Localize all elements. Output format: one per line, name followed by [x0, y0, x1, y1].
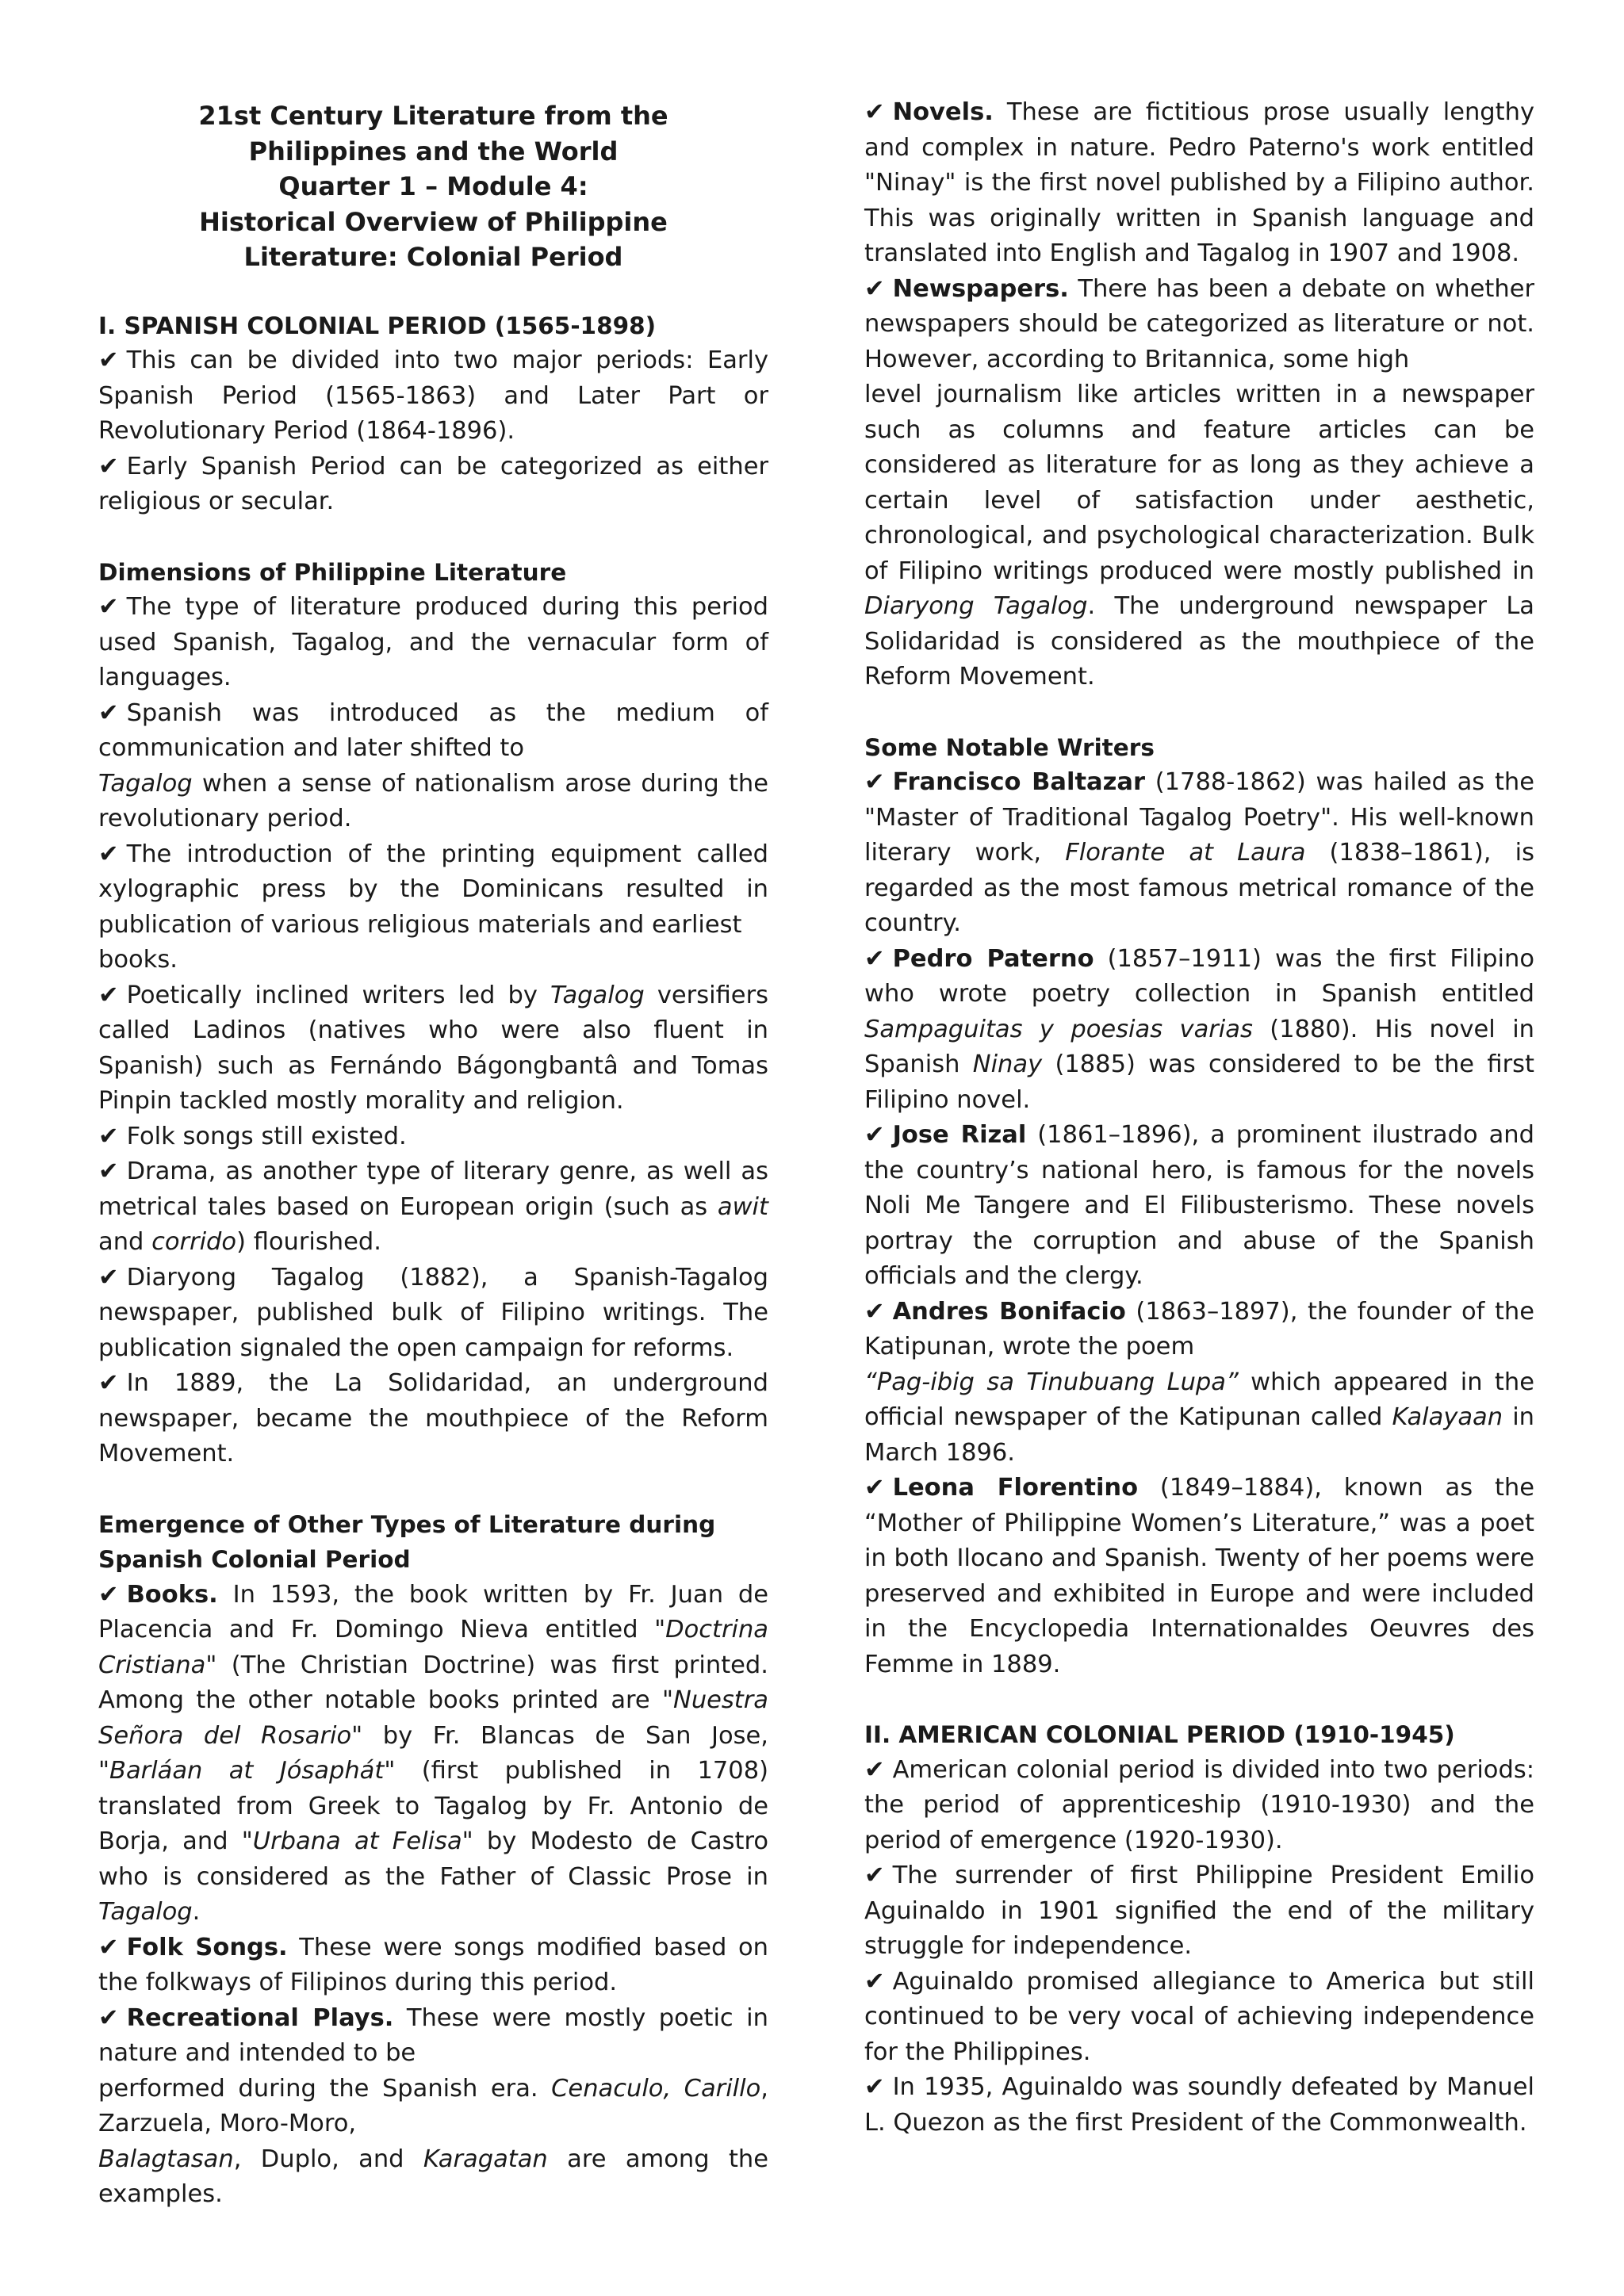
item-label: Novels. — [892, 98, 994, 126]
check-icon: ✔ — [98, 698, 119, 727]
title-line: Philippines and the World — [248, 136, 619, 166]
list-item-continuation — [864, 1365, 1534, 1471]
check-icon: ✔ — [98, 1263, 119, 1292]
italic-term: "Barláan at Jósaphát — [98, 1757, 385, 1785]
italic-term: Kalayaan — [1392, 1403, 1503, 1431]
writer-name: Jose Rizal — [892, 1121, 1027, 1149]
item-text: (1885) was considered to be the first Filipino novel. — [864, 1050, 1534, 1114]
list-item-continuation — [864, 377, 1534, 695]
list-item — [864, 2070, 1534, 2141]
item-text: Spanish was introduced as the medium of communication and later shifted to — [98, 698, 768, 762]
item-text: There has been a debate on whether newspapers should be categorized as literature or not. However, according to Britannica, some high — [864, 274, 1534, 373]
italic-term: Florante at Laura — [1065, 839, 1306, 867]
check-icon: ✔ — [864, 98, 885, 126]
item-text: The introduction of the printing equipment called xylographic press by the Dominicans resulted in publication of various religious materials and earliest — [98, 840, 768, 939]
list-item — [98, 1261, 768, 1367]
writer-name: Pedro Paterno — [892, 944, 1094, 973]
check-icon: ✔ — [98, 1933, 119, 1961]
item-label: Recreational Plays. — [126, 2003, 394, 2032]
item-text: are among the examples. — [98, 2145, 768, 2208]
item-text: Poetically inclined writers led by — [126, 981, 551, 1009]
italic-term: awit — [717, 1192, 768, 1221]
list-item-writer — [864, 942, 1534, 1119]
item-text: performed during the Spanish era. — [98, 2074, 552, 2103]
italic-term: "Doctrina Cristiana — [98, 1616, 768, 1679]
list-item-continuation — [98, 2142, 768, 2213]
item-text: These are fictitious prose usually lengthy and complex in nature. Pedro Paterno's work entitled "Ninay" is the first novel published by a Filipino author. This was originally written in Spanish language and translated into English and Tagalog in 1907 and 1908. — [864, 98, 1534, 267]
italic-term: Sampaguitas y poesias varias — [864, 1015, 1253, 1043]
italic-term: "Urbana at Felisa — [241, 1827, 462, 1855]
check-icon: ✔ — [98, 981, 119, 1009]
list-item-writer — [864, 765, 1534, 942]
item-text: These were mostly poetic in nature and intended to be — [98, 2003, 768, 2067]
check-icon: ✔ — [864, 1755, 885, 1784]
italic-term: corrido — [151, 1228, 237, 1256]
item-text: The surrender of first Philippine President Emilio Aguinaldo in 1901 signified the end of the military struggle for independence. — [864, 1862, 1534, 1960]
list-item-books — [98, 1578, 768, 1931]
check-icon: ✔ — [98, 1158, 119, 1185]
list-item — [98, 1119, 768, 1155]
italic-term: Ninay — [972, 1050, 1043, 1078]
list-item — [98, 343, 768, 450]
list-item — [98, 1154, 768, 1261]
list-item-continuation: books. — [98, 946, 178, 974]
item-text: (1857–1911) was the first Filipino who wrote poetry collection in Spanish entitled — [864, 944, 1534, 1008]
list-item-writer — [864, 1471, 1534, 1682]
check-icon: ✔ — [864, 768, 885, 796]
item-text: In 1593, the book written by Fr. Juan de Placencia and Fr. Domingo Nieva entitled — [98, 1580, 768, 1644]
check-icon: ✔ — [864, 274, 885, 303]
item-text: level journalism like articles written in a newspaper such as columns and feature articles can be considered as literature for as long as they achieve a certain level of satisfaction under aesthetic, chronological, and psychological characterization. Bulk of Filipino writings produced were mostly published in — [864, 381, 1534, 585]
item-text: (1880). His novel in Spanish — [864, 1015, 1534, 1078]
list-item-recreational-plays — [98, 2001, 768, 2072]
title-line: 21st Century Literature from the — [198, 101, 668, 131]
item-text: which appeared in the official newspaper of the Katipunan called — [864, 1368, 1534, 1431]
item-text: This can be divided into two major periods: Early Spanish Period (1565-1863) and Later Part or Revolutionary Period (1864-1896). — [98, 346, 768, 445]
list-item — [864, 1753, 1534, 1859]
check-icon: ✔ — [98, 1369, 119, 1397]
list-item — [98, 978, 768, 1119]
item-text: and — [98, 1228, 152, 1256]
italic-term: Tagalog — [98, 1898, 193, 1926]
item-text: (1838–1861), is regarded as the most famous metrical romance of the country. — [864, 839, 1534, 937]
list-item-novels — [864, 95, 1534, 272]
section-heading-spanish: I. SPANISH COLONIAL PERIOD (1565-1898) — [98, 312, 657, 339]
item-text: In 1935, Aguinaldo was soundly defeated by Manuel L. Quezon as the first President of the Commonwealth. — [864, 2073, 1534, 2137]
item-text: in March 1896. — [864, 1403, 1535, 1467]
item-text: . — [192, 1898, 201, 1926]
right-column — [864, 95, 1534, 2141]
item-text: Diaryong Tagalog (1882), a Spanish-Tagalog newspaper, published bulk of Filipino writings. The publication signaled the open campaign for reforms. — [98, 1263, 768, 1362]
item-text: " by Modesto de Castro who is considered as the Father of Classic Prose in — [98, 1827, 768, 1891]
list-item-newspapers — [864, 272, 1534, 378]
title-line: Literature: Colonial Period — [243, 242, 623, 272]
left-column — [98, 94, 768, 2213]
check-icon: ✔ — [864, 2073, 885, 2101]
list-item — [98, 1366, 768, 1472]
title-line: Quarter 1 – Module 4: — [278, 171, 588, 201]
list-item-continuation — [98, 2072, 768, 2142]
check-icon: ✔ — [864, 944, 885, 973]
item-label: Folk Songs. — [126, 1933, 288, 1961]
check-icon: ✔ — [98, 452, 119, 480]
list-item — [98, 590, 768, 696]
item-text: ) flourished. — [236, 1228, 381, 1256]
list-item — [98, 696, 768, 767]
title-line: Historical Overview of Philippine — [199, 206, 668, 237]
section-heading-american: II. AMERICAN COLONIAL PERIOD (1910-1945) — [864, 1721, 1455, 1748]
italic-term: Cenaculo, Carillo — [551, 2074, 761, 2103]
check-icon: ✔ — [98, 346, 119, 374]
item-text: by Fr. Blancas de San Jose, — [362, 1721, 768, 1750]
check-icon: ✔ — [864, 1121, 885, 1149]
item-text: (1849–1884), known as the “Mother of Philippine Women’s Literature,” was a poet in both Ilocano and Spanish. Twenty of her poems were preserved and exhibited in Europe and were included in the Encyclopedia Internationaldes Oeuvres des Femme in 1889. — [864, 1474, 1535, 1678]
section-heading-emergence: Emergence of Other Types of Literature during Spanish Colonial Period — [98, 1510, 716, 1573]
check-icon: ✔ — [864, 1967, 885, 1996]
italic-term: Tagalog — [550, 981, 645, 1009]
writer-name: Leona Florentino — [892, 1474, 1139, 1502]
list-item-writer — [864, 1295, 1534, 1365]
check-icon: ✔ — [864, 1862, 885, 1889]
item-text: versifiers called Ladinos (natives who were also fluent in Spanish) such as Fernándo Bágongbantâ and Tomas Pinpin tackled mostly morality and religion. — [98, 981, 768, 1115]
item-text: (1788-1862) was hailed as the "Master of Traditional Tagalog Poetry". His well-known literary work, — [864, 768, 1534, 867]
item-text: The type of literature produced during this period used Spanish, Tagalog, and the vernacular form of languages. — [98, 593, 768, 691]
item-text: . The underground newspaper La Solidaridad is considered as the mouthpiece of the Reform Movement. — [864, 592, 1534, 691]
item-text: These were songs modified based on the folkways of Filipinos during this period. — [98, 1933, 768, 1996]
item-text: American colonial period is divided into two periods: the period of apprenticeship (1910-1930) and the period of emergence (1920-1930). — [864, 1755, 1534, 1854]
item-text: , Zarzuela, Moro-Moro, — [98, 2074, 768, 2137]
list-item — [864, 1858, 1534, 1965]
item-text: Drama, as another type of literary genre, as well as metrical tales based on European origin (such as — [98, 1158, 768, 1221]
writer-name: Andres Bonifacio — [892, 1297, 1126, 1326]
item-text: " (first published in 1708) translated from Greek to Tagalog by Fr. Antonio de Borja, and — [98, 1757, 768, 1855]
item-text: , Duplo, and — [233, 2145, 423, 2173]
item-label: Books. — [126, 1580, 218, 1609]
list-item — [98, 450, 768, 520]
writer-name: Francisco Baltazar — [892, 768, 1145, 796]
check-icon: ✔ — [864, 1297, 885, 1326]
check-icon: ✔ — [864, 1474, 885, 1502]
item-text: Early Spanish Period can be categorized as either religious or secular. — [98, 452, 768, 515]
list-item-continuation — [98, 767, 768, 837]
check-icon: ✔ — [98, 2003, 119, 2032]
section-heading-writers: Some Notable Writers — [864, 733, 1155, 761]
check-icon: ✔ — [98, 1122, 119, 1150]
item-text: (1863–1897), the founder of the Katipunan, wrote the poem — [864, 1297, 1534, 1360]
check-icon: ✔ — [98, 1580, 119, 1609]
item-text: In 1889, the La Solidaridad, an underground newspaper, became the mouthpiece of the Reform Movement. — [98, 1369, 768, 1468]
item-label: Newspapers. — [892, 274, 1069, 303]
check-icon: ✔ — [98, 593, 119, 621]
italic-term: Karagatan — [423, 2145, 548, 2173]
check-icon: ✔ — [98, 840, 119, 868]
italic-term: Tagalog — [98, 769, 193, 798]
italic-term: Diaryong Tagalog — [864, 592, 1088, 620]
list-item-folk-songs — [98, 1931, 768, 2001]
item-text: when a sense of nationalism arose during the revolutionary period. — [98, 769, 768, 832]
item-text: (1861–1896), a prominent ilustrado and the country’s national hero, is famous for the novels Noli Me Tangere and El Filibusterismo. These novels portray the corruption and abuse of the Spanish officials and the clergy. — [864, 1121, 1534, 1290]
list-item — [98, 837, 768, 943]
item-text: " (The Christian Doctrine) was first printed. Among the other notable books printed are — [98, 1651, 768, 1714]
item-text: Folk songs still existed. — [126, 1122, 407, 1150]
italic-term: "Nuestra Señora del Rosario" — [98, 1686, 768, 1750]
section-heading-dimensions: Dimensions of Philippine Literature — [98, 558, 567, 586]
list-item — [864, 1965, 1534, 2071]
italic-term: Balagtasan — [98, 2145, 234, 2173]
item-text: Aguinaldo promised allegiance to America but still continued to be very vocal of achieving independence for the Philippines. — [864, 1967, 1534, 2066]
italic-term: “Pag-ibig sa Tinubuang Lupa” — [864, 1368, 1239, 1396]
list-item-writer — [864, 1118, 1534, 1295]
module-title — [98, 98, 768, 275]
